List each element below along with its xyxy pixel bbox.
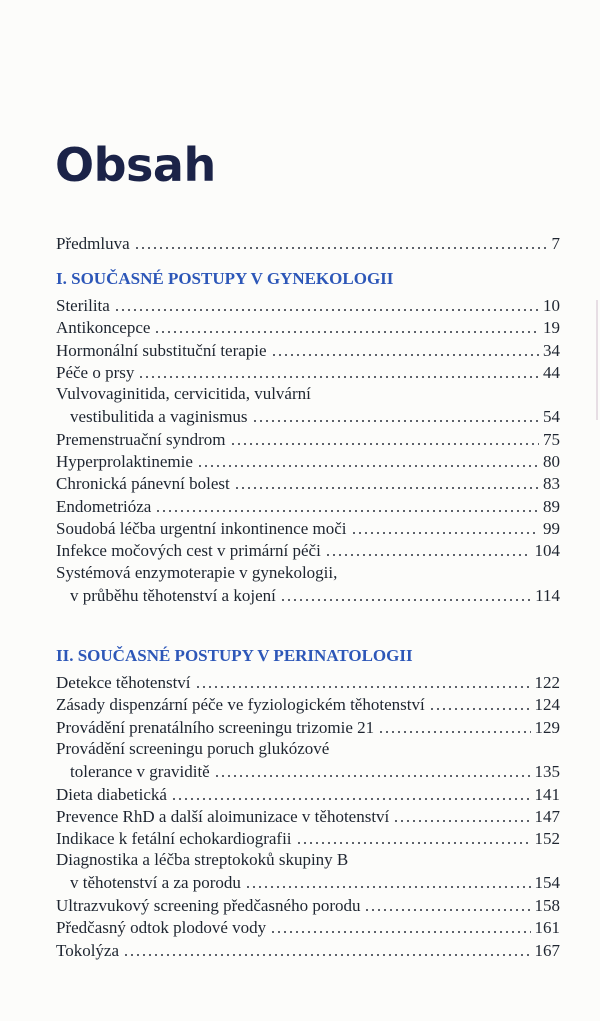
toc-entry-title: Péče o prsy: [56, 362, 135, 382]
toc-entry-title: Provádění screeningu poruch glukózové: [56, 738, 330, 758]
dot-leader: [429, 694, 531, 711]
dot-leader: [155, 496, 539, 513]
toc-entry: [56, 783, 560, 805]
toc-entry: [56, 294, 560, 316]
toc-entry-title: Diagnostika a léčba streptokoků skupiny B: [56, 850, 349, 870]
toc-entry: [56, 339, 560, 361]
toc-entry-title: Soudobá léčba urgentní inkontinence moči: [56, 519, 347, 538]
toc-page-number: 7: [551, 234, 560, 253]
toc-page-number: 44: [543, 362, 560, 382]
toc-entry: [56, 849, 560, 893]
toc-entry-title: Indikace k fetální echokardiografii: [56, 829, 292, 849]
page-edge-mark: [596, 300, 598, 420]
toc-entry-title: Antikoncepce: [56, 318, 151, 338]
toc-page-number: 147: [534, 806, 560, 826]
dot-leader: [270, 917, 530, 934]
toc-entry-title: Vulvovaginitida, cervicitida, vulvární: [56, 384, 311, 404]
dot-leader: [214, 761, 531, 778]
toc-page-number: 75: [543, 429, 560, 449]
toc-entry: [56, 894, 560, 916]
toc-entry: [56, 827, 560, 849]
toc-entry: [56, 805, 560, 827]
toc-page-number: 124: [534, 695, 560, 715]
toc-entry-title: Hyperprolaktinemie: [56, 452, 193, 472]
dot-leader: [393, 806, 530, 823]
toc-page-number: 54: [543, 407, 560, 427]
toc-entry-title: Endometrióza: [56, 496, 152, 516]
toc-entry-title-continued: tolerance v graviditě: [70, 761, 210, 781]
dot-leader: [230, 429, 540, 446]
toc-page-number: 83: [543, 474, 560, 494]
toc-entry: [56, 517, 560, 539]
toc-entry-title: Tokolýza: [56, 940, 120, 960]
toc-page-number: 129: [534, 717, 560, 737]
dot-leader: [234, 473, 539, 490]
toc-entry: [56, 361, 560, 383]
dot-leader: [296, 828, 531, 845]
toc-entry-title: Systémová enzymoterapie v gynekologii,: [56, 562, 338, 582]
dot-leader: [114, 295, 539, 312]
toc-entry-title: Sterilita: [56, 296, 110, 315]
toc-entry: [56, 716, 560, 738]
toc-entry-title: Prevence RhD a další aloimunizace v těhotenství: [56, 806, 390, 826]
toc-entry: [56, 738, 560, 782]
toc-page-number: 114: [535, 585, 560, 605]
toc-entry: [56, 916, 560, 938]
toc-entry: [56, 472, 560, 494]
toc-entry: [56, 495, 560, 517]
dot-leader: [280, 585, 531, 602]
toc-page-number: 34: [543, 340, 560, 360]
toc-entry-title: Zásady dispenzární péče ve fyziologickém těhotenství: [56, 695, 425, 715]
toc-page-number: 167: [534, 940, 560, 960]
toc-page-number: 122: [534, 673, 560, 692]
toc-page-number: 141: [534, 784, 560, 804]
toc-entry-title-continued: v těhotenství a za porodu: [70, 873, 241, 893]
toc-entry-title-continued: v průběhu těhotenství a kojení: [70, 585, 276, 605]
dot-leader: [378, 717, 530, 734]
dot-leader: [195, 672, 531, 689]
toc-page-number: 154: [534, 873, 560, 893]
toc-page-number: 158: [534, 896, 560, 915]
toc-entry-title: Předčasný odtok plodové vody: [56, 918, 267, 938]
dot-leader: [245, 872, 531, 889]
dot-leader: [154, 317, 539, 334]
toc-entry-title: Předmluva: [56, 234, 130, 253]
toc-page-number: 10: [543, 296, 560, 315]
toc-entry-title: Detekce těhotenství: [56, 673, 191, 692]
toc-entry: [56, 562, 560, 606]
toc-page-number: 135: [534, 761, 560, 781]
dot-leader: [171, 784, 531, 801]
toc-page-number: 161: [534, 918, 560, 938]
toc-entry: [56, 428, 560, 450]
page-title: Obsah: [55, 138, 216, 192]
dot-leader: [123, 940, 530, 957]
toc-entry: [56, 383, 560, 427]
toc-entry-title: Ultrazvukový screening předčasného porodu: [56, 896, 361, 915]
dot-leader: [197, 451, 539, 468]
toc-entry: [56, 939, 560, 961]
dot-leader: [325, 540, 531, 557]
toc-page-number: 89: [543, 496, 560, 516]
dot-leader: [134, 233, 548, 250]
toc-page-number: 152: [534, 829, 560, 849]
dot-leader: [271, 340, 539, 357]
toc-entry-title: Hormonální substituční terapie: [56, 340, 267, 360]
section-heading: II. SOUČASNÉ POSTUPY V PERINATOLOGII: [56, 646, 413, 665]
dot-leader: [252, 406, 539, 423]
toc-entry-title-continued: vestibulitida a vaginismus: [70, 407, 248, 427]
toc-entry-title: Premenstruační syndrom: [56, 429, 226, 449]
section-heading: I. SOUČASNÉ POSTUPY V GYNEKOLOGII: [56, 269, 394, 288]
toc-entry: [56, 539, 560, 561]
toc-entry-title: Infekce močových cest v primární péči: [56, 541, 321, 561]
toc-entry-preface: [56, 232, 560, 254]
toc-entry: [56, 671, 560, 693]
toc-entry: [56, 693, 560, 715]
toc-entry-title: Chronická pánevní bolest: [56, 474, 230, 494]
dot-leader: [364, 895, 530, 912]
toc-page-number: 80: [543, 452, 560, 472]
toc-page-number: 104: [534, 541, 560, 561]
toc-entry: [56, 316, 560, 338]
toc-page-number: 19: [543, 318, 560, 338]
toc-entry-title: Provádění prenatálního screeningu trizomie 21: [56, 717, 375, 737]
toc-entry: [56, 450, 560, 472]
toc-entry-title: Dieta diabetická: [56, 784, 167, 804]
dot-leader: [138, 362, 539, 379]
dot-leader: [351, 518, 539, 535]
toc-page-number: 99: [543, 519, 560, 538]
